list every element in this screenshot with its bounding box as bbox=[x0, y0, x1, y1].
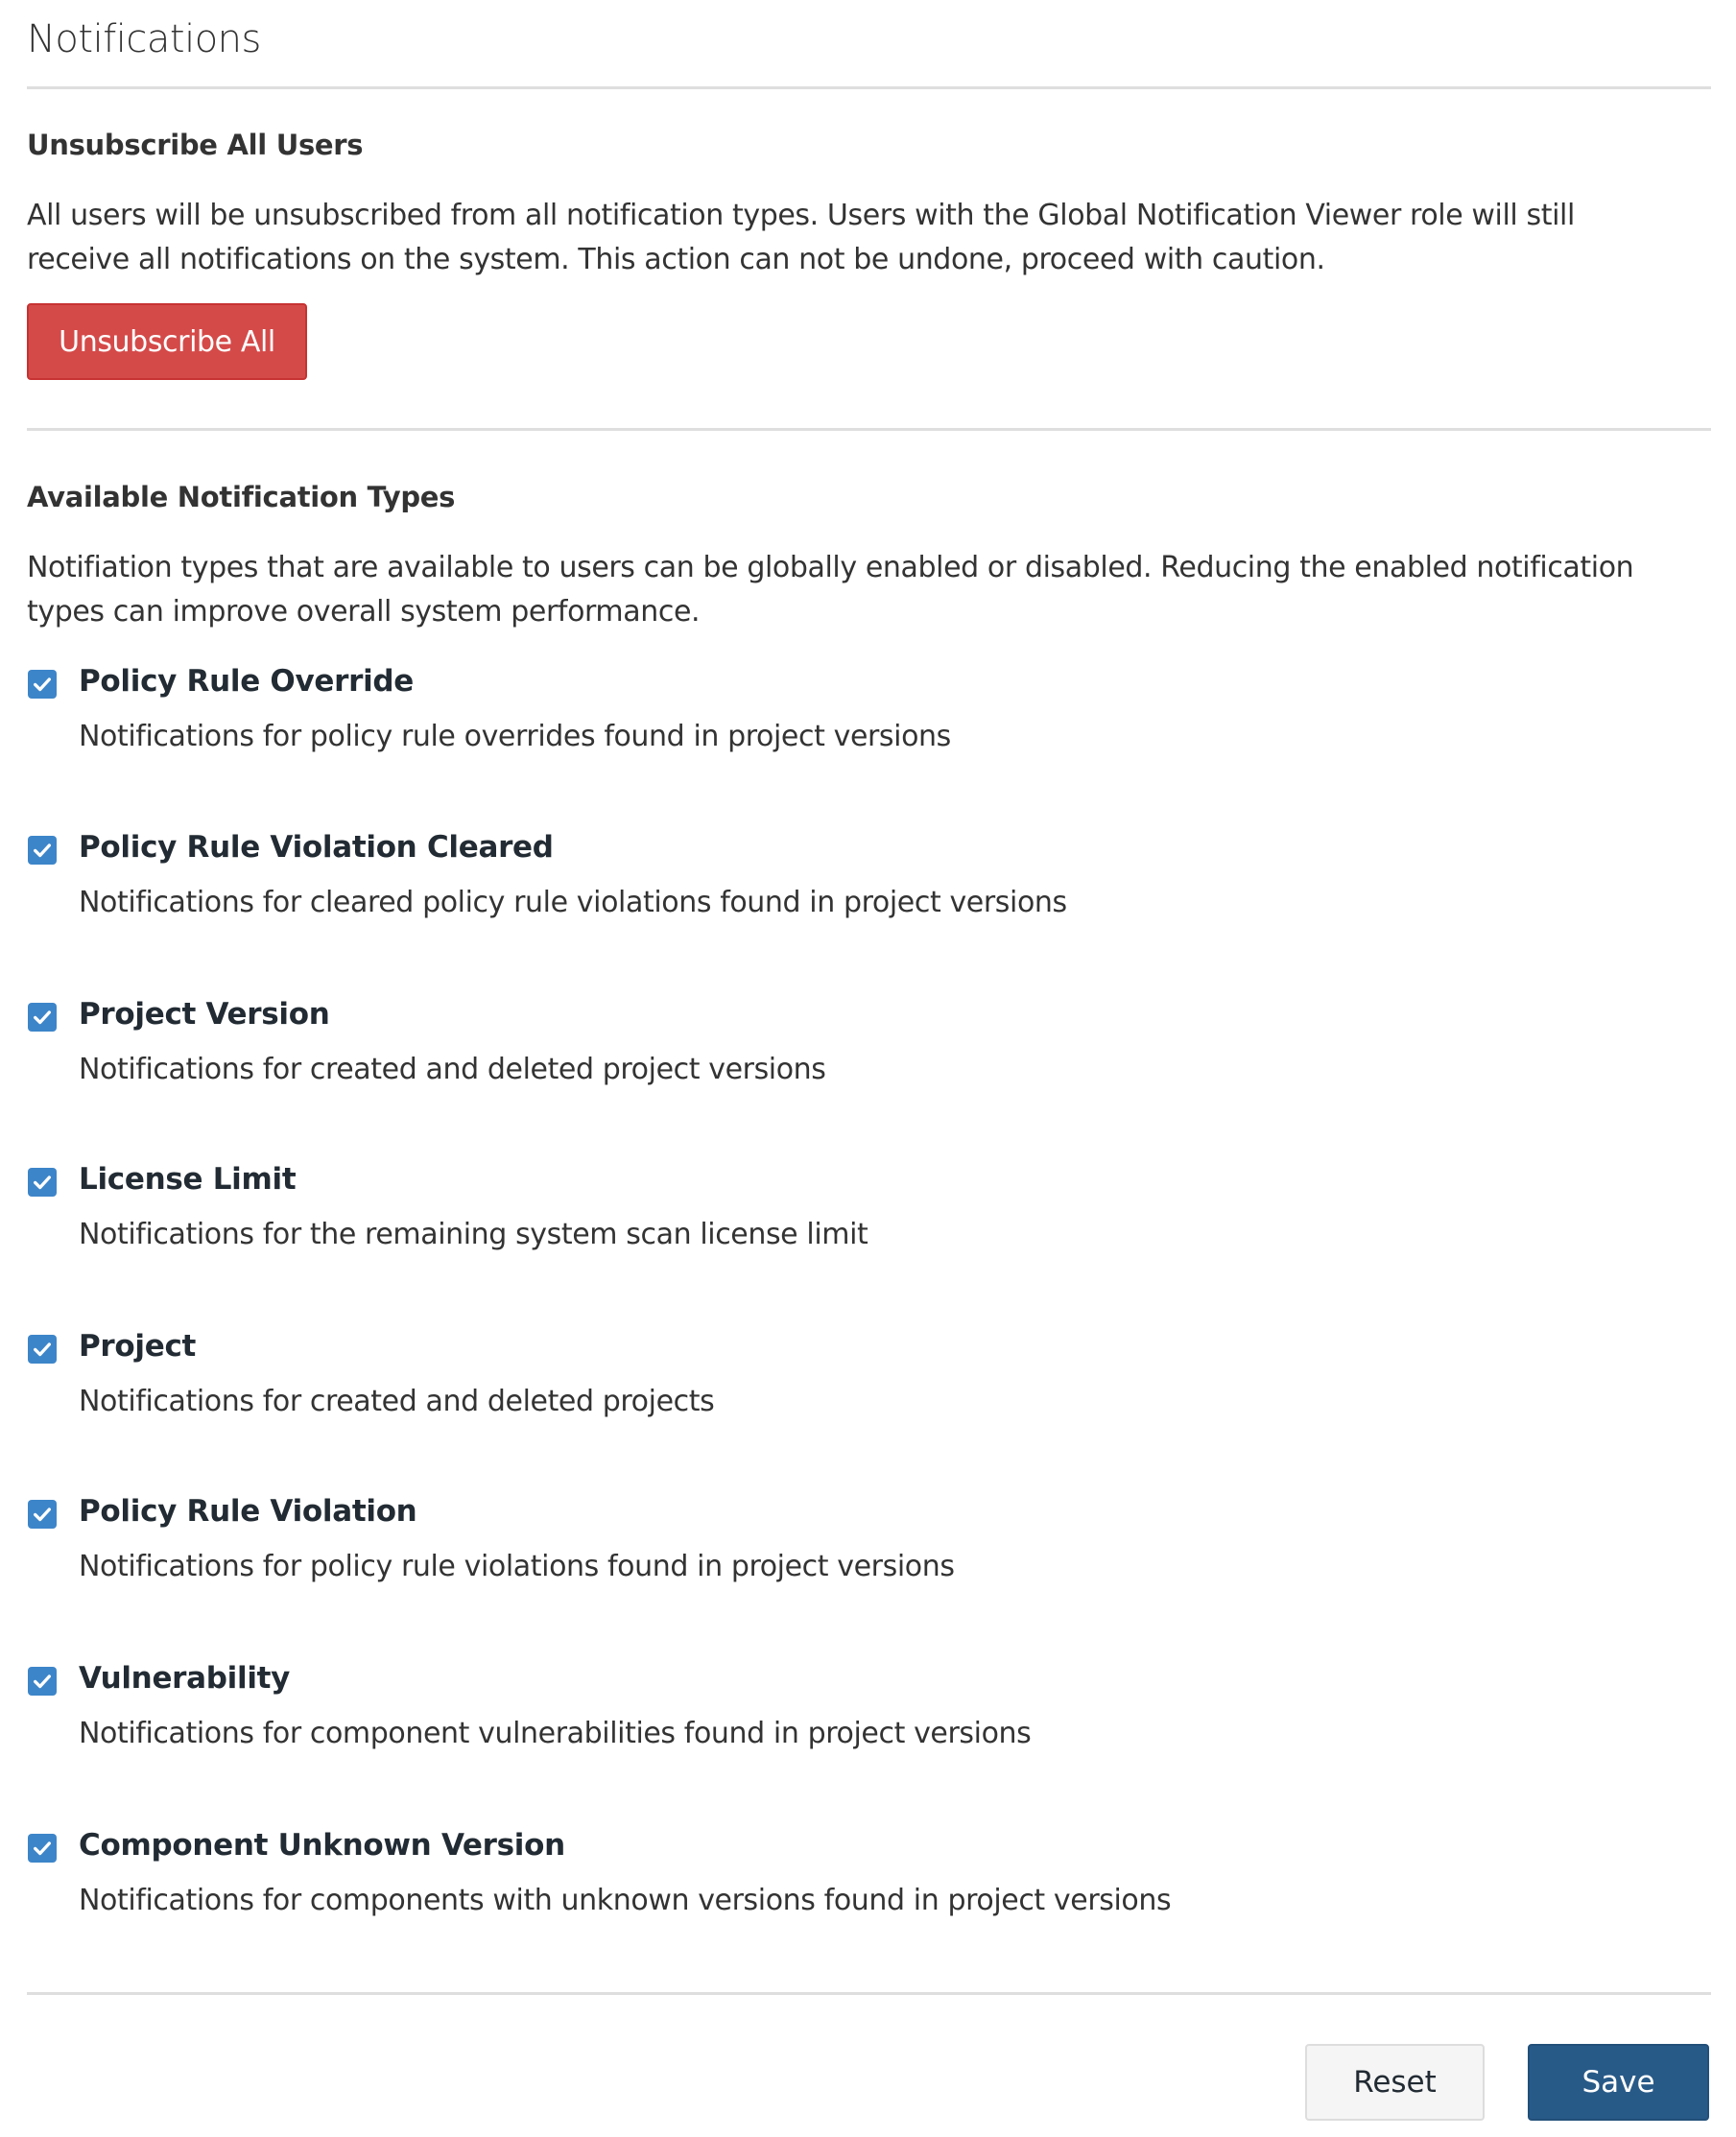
notification-type-label[interactable]: License Limit bbox=[79, 1162, 297, 1197]
divider bbox=[27, 86, 1711, 89]
checkmark-icon bbox=[32, 1671, 53, 1692]
checkmark-icon bbox=[32, 840, 53, 861]
checkmark-icon bbox=[32, 1339, 53, 1360]
notification-type-item bbox=[27, 1828, 1706, 1949]
checkmark-icon bbox=[32, 674, 53, 695]
notification-type-description: Notifications for the remaining system scan license limit bbox=[79, 1218, 868, 1251]
notification-type-checkbox[interactable] bbox=[28, 670, 57, 699]
notification-type-description: Notifications for policy rule overrides found in project versions bbox=[79, 720, 951, 753]
notification-type-label[interactable]: Project Version bbox=[79, 997, 330, 1032]
checkmark-icon bbox=[32, 1504, 53, 1525]
notification-type-description: Notifications for policy rule violations found in project versions bbox=[79, 1550, 955, 1583]
available-types-description-line2: types can improve overall system performance. bbox=[27, 595, 701, 629]
save-button[interactable]: Save bbox=[1528, 2044, 1709, 2121]
notification-type-checkbox[interactable] bbox=[28, 1500, 57, 1529]
notification-type-label[interactable]: Policy Rule Violation bbox=[79, 1494, 417, 1529]
notification-type-label[interactable]: Policy Rule Violation Cleared bbox=[79, 830, 554, 865]
available-types-heading: Available Notification Types bbox=[27, 481, 456, 513]
page-title: Notifications bbox=[27, 17, 261, 61]
notification-type-checkbox[interactable] bbox=[28, 1335, 57, 1364]
notification-type-item bbox=[27, 1494, 1706, 1615]
notification-type-label[interactable]: Vulnerability bbox=[79, 1661, 291, 1696]
notification-type-item bbox=[27, 830, 1706, 951]
notification-type-checkbox[interactable] bbox=[28, 1667, 57, 1696]
unsubscribe-description-line2: receive all notifications on the system. This action can not be undone, proceed with caution. bbox=[27, 243, 1325, 276]
notification-type-description: Notifications for created and deleted project versions bbox=[79, 1053, 826, 1086]
available-types-description bbox=[27, 546, 1716, 634]
notification-type-checkbox[interactable] bbox=[28, 1834, 57, 1863]
notification-type-description: Notifications for components with unknown versions found in project versions bbox=[79, 1884, 1172, 1917]
reset-button[interactable]: Reset bbox=[1305, 2044, 1485, 2121]
notification-type-description: Notifications for cleared policy rule violations found in project versions bbox=[79, 886, 1067, 919]
divider bbox=[27, 1992, 1711, 1995]
notification-type-label[interactable]: Component Unknown Version bbox=[79, 1828, 565, 1863]
notification-type-description: Notifications for created and deleted projects bbox=[79, 1385, 715, 1418]
notification-type-label[interactable]: Project bbox=[79, 1329, 197, 1364]
notification-type-item bbox=[27, 997, 1706, 1118]
unsubscribe-heading: Unsubscribe All Users bbox=[27, 129, 364, 161]
checkmark-icon bbox=[32, 1007, 53, 1028]
notification-type-item bbox=[27, 1162, 1706, 1283]
unsubscribe-description bbox=[27, 194, 1716, 282]
notification-type-checkbox[interactable] bbox=[28, 836, 57, 865]
notification-type-checkbox[interactable] bbox=[28, 1003, 57, 1032]
notification-type-item bbox=[27, 664, 1706, 785]
notification-type-description: Notifications for component vulnerabilities found in project versions bbox=[79, 1717, 1032, 1750]
checkmark-icon bbox=[32, 1838, 53, 1859]
notification-type-item bbox=[27, 1329, 1706, 1450]
available-types-description-line1: Notifiation types that are available to users can be globally enabled or disabled. Reducing the enabled notification bbox=[27, 551, 1634, 584]
unsubscribe-description-line1: All users will be unsubscribed from all notification types. Users with the Global Notification Viewer role will still bbox=[27, 199, 1575, 232]
notification-type-checkbox[interactable] bbox=[28, 1168, 57, 1197]
unsubscribe-all-button[interactable]: Unsubscribe All bbox=[27, 303, 307, 380]
checkmark-icon bbox=[32, 1172, 53, 1193]
notification-type-label[interactable]: Policy Rule Override bbox=[79, 664, 415, 699]
divider bbox=[27, 428, 1711, 431]
notification-type-item bbox=[27, 1661, 1706, 1782]
